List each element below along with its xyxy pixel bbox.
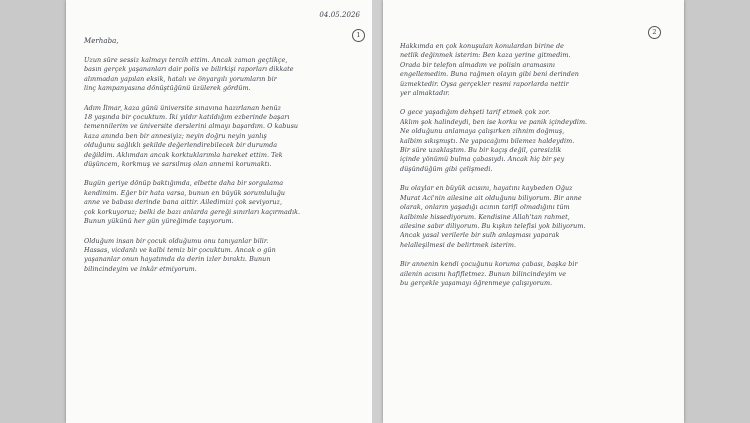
- letter-greeting: Merhaba,: [84, 37, 119, 45]
- text-line: ailenin acısını hafifletmez. Bunun bilincindeyim ve: [400, 269, 567, 278]
- paragraph: [84, 104, 358, 170]
- text-line: yer almaktadır.: [400, 89, 450, 98]
- text-line: üzmektedir. Oysa gerçekler resmi raporlarda nettir: [400, 79, 569, 88]
- text-line: yaşananlar onun hayatımda da derin izler bıraktı. Bunun: [84, 255, 271, 264]
- paragraph: [400, 184, 672, 250]
- letter-page-2: [383, 0, 684, 423]
- text-line: engellemedim. Buna rağmen olayın gibi beni derinden: [400, 70, 579, 79]
- text-line: kalbimle hissediyorum. Kendisine Allah'tan rahmet,: [400, 212, 570, 221]
- text-line: anne ve babası derinde bana aittir. Ailedimizi çok seviyoruz,: [84, 198, 283, 207]
- text-line: Olduğum insan bir çocuk olduğumu onu tanıyanlar bilir.: [84, 236, 269, 245]
- paragraph: [84, 237, 358, 275]
- text-line: Murat Aci'nin ailesine ait olduğunu biliyorum. Bir anne: [400, 193, 582, 202]
- text-line: Aklım şok halindeydi, ben ise korku ve panik içindeydim.: [400, 117, 588, 126]
- page-gap: [372, 0, 383, 423]
- paragraph: [400, 42, 672, 98]
- text-line: Bir annenin kendi çocuğunu koruma çabası, başka bir: [400, 260, 578, 269]
- text-line: Orada bir telefon almadım ve polisin aramasını: [400, 60, 555, 69]
- text-line: Bu olaylar en büyük acısını, hayatını kaybeden Oğuz: [400, 184, 573, 193]
- page-body: [400, 42, 672, 298]
- letter-page-1: [66, 0, 372, 423]
- text-line: Ancak yasal verilerle bir sulh anlaşması yaparak: [400, 231, 560, 240]
- text-line: kendimim. Eğer bir hata varsa, bunun en büyük sorumluluğu: [84, 188, 286, 197]
- text-line: O gece yaşadığım dehşeti tarif etmek çok zor.: [400, 108, 551, 117]
- paragraph: [84, 179, 358, 226]
- text-line: olarak, onların yaşadığı acının tarifi olmadığını tüm: [400, 203, 570, 212]
- text-line: netlik değinmek isterim: Ben kaza yerine gitmedim.: [400, 51, 571, 60]
- page-body: [84, 56, 358, 284]
- paragraph: [400, 260, 672, 288]
- text-line: kaza anında ben bir annesiyiz; neyin doğru neyin yanlış: [84, 131, 267, 140]
- paragraph: [400, 108, 672, 174]
- text-line: linç kampanyasına dönüştüğünü üzülerek gördüm.: [84, 84, 251, 93]
- text-line: değildim. Aklımdan ancak korktuklarımla hareket ettim. Tek: [84, 150, 283, 159]
- text-line: Ne olduğunu anlamaya çalışırken zihnim doğmuş,: [400, 127, 565, 136]
- letter-date: 04.05.2026: [319, 11, 360, 19]
- text-line: temennilerim ve üniversite derslerini almayı başardım. O kabusu: [84, 122, 299, 131]
- text-line: Hassas, vicdanlı ve kalbi temiz bir çocuktum. Ancak o gün: [84, 245, 276, 254]
- text-line: bu gerçekle yaşamayı öğrenmeye çalışıyorum.: [400, 278, 553, 287]
- text-line: çok korkuyoruz; belki de bazı anlarda gereği sınırları kaçırmadık.: [84, 207, 301, 216]
- page-number-badge: 2: [648, 26, 661, 39]
- text-line: bilincindeyim ve inkâr etmiyorum.: [84, 264, 197, 273]
- text-line: düşündüğüm gibi çelişmedi.: [400, 164, 493, 173]
- text-line: içinde yönümü bulma çabasıydı. Ancak hiç bir şey: [400, 155, 565, 164]
- text-line: basın gerçek yaşananları dair polis ve bilirkişi raporları dikkate: [84, 65, 294, 74]
- text-line: ailesine sabır diliyorum. Bu kışkın telefisi yok biliyorum.: [400, 221, 586, 230]
- text-line: Bunun yükünü her gün yüreğimde taşıyorum.: [84, 217, 234, 226]
- text-line: kalbim sıkışmıştı. Ne yapacağımı bilemez haldeydim.: [400, 136, 575, 145]
- page-number-badge: 1: [352, 29, 365, 42]
- text-line: olduğunu sağlıklı şekilde değerlendirebilecek bir durumda: [84, 141, 278, 150]
- paragraph: [84, 56, 358, 94]
- text-line: alınmadan yapılan eksik, hatalı ve önyargılı yorumların bir: [84, 74, 277, 83]
- text-line: 18 yaşında bir çocuktum. İki yıldır katıldığım ezberinde başarı: [84, 113, 290, 122]
- text-line: helalleşilmesi de belirtmek isterim.: [400, 240, 517, 249]
- text-line: Bir süre uzaklaştım. Bu bir kaçış değil, çaresizlik: [400, 146, 562, 155]
- text-line: Bugün geriye dönüp baktığımda, elbette daha bir sorgulama: [84, 179, 284, 188]
- text-line: Hakkımda en çok konuşulan konulardan birine de: [400, 42, 565, 50]
- text-line: Uzun süre sessiz kalmayı tercih ettim. Ancak zaman geçtikçe,: [84, 56, 288, 64]
- text-line: Adım İlmar, kaza günü üniversite sınavına hazırlanan henüz: [84, 103, 282, 112]
- text-line: düşüncem, korkmuş ve sarsılmış olan annemi korumaktı.: [84, 160, 272, 169]
